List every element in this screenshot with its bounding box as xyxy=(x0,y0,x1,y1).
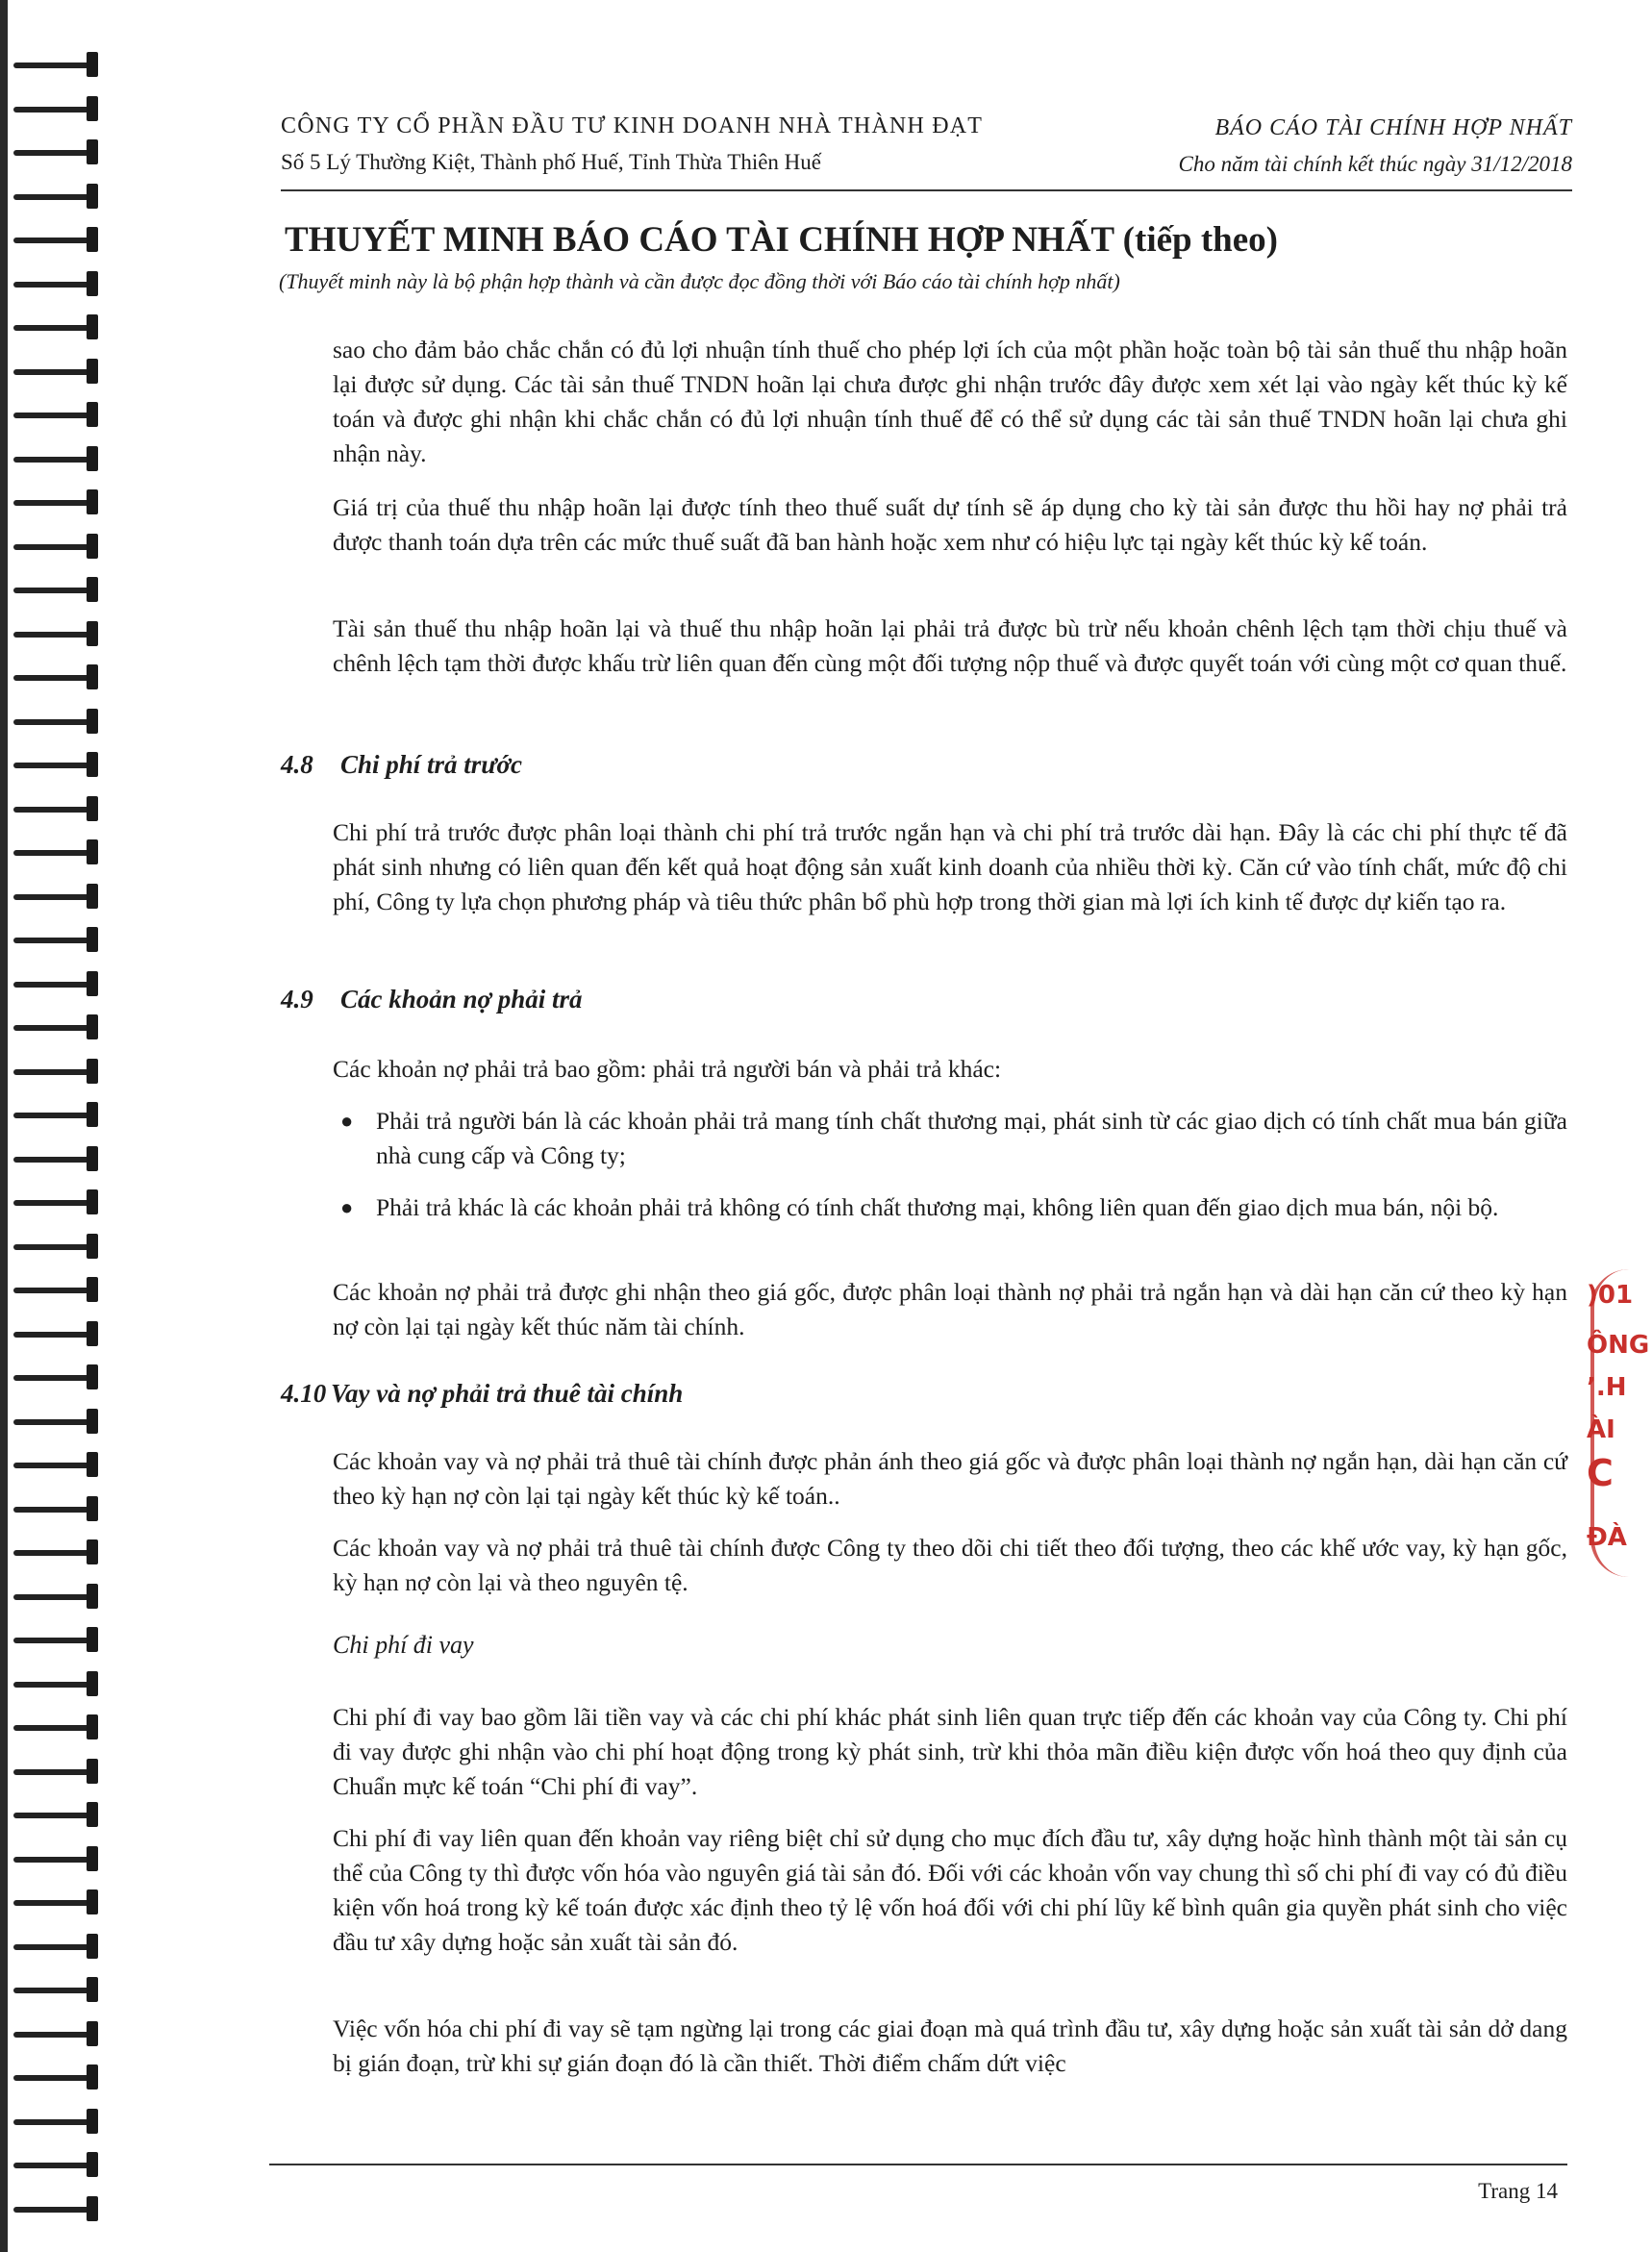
binding-ring xyxy=(13,1195,102,1211)
binding-ring xyxy=(13,233,102,248)
section-title: Các khoản nợ phải trả xyxy=(340,985,583,1013)
ring-bar xyxy=(13,1507,90,1513)
ring-hook xyxy=(87,884,98,909)
binding-ring xyxy=(13,364,102,380)
binding-ring xyxy=(13,1983,102,1998)
ring-bar xyxy=(13,1200,90,1206)
ring-hook xyxy=(87,1146,98,1171)
ring-hook xyxy=(87,1189,98,1214)
binding-ring xyxy=(13,977,102,992)
ring-hook xyxy=(87,1452,98,1477)
paragraph: Các khoản nợ phải trả được ghi nhận theo giá gốc, được phân loại thành nợ phải trả ngắn hạn và dài hạn căn cứ theo kỳ hạn nợ còn lại tại ngày kết thúc năm tài chính. xyxy=(333,1278,1567,1340)
ring-bar xyxy=(13,588,90,593)
section-4-10-paragraph-2 xyxy=(333,1531,1567,1600)
ring-bar xyxy=(13,1375,90,1381)
ring-bar xyxy=(13,544,90,550)
ring-hook xyxy=(87,227,98,252)
spiral-binding xyxy=(0,0,106,2252)
ring-bar xyxy=(13,2207,90,2213)
ring-hook xyxy=(87,577,98,602)
paragraph: Tài sản thuế thu nhập hoãn lại và thuế thu nhập hoãn lại phải trả được bù trừ nếu khoản chênh lệch tạm thời chịu thuế và chênh lệch tạm thời được khấu trừ liên quan đến cùng một đối tượng nộp thuế và được quyết toán với cùng một cơ quan thuế. xyxy=(333,614,1567,677)
binding-ring xyxy=(13,1064,102,1080)
binding-ring xyxy=(13,452,102,467)
paragraph: Chi phí trả trước được phân loại thành chi phí trả trước ngắn hạn và chi phí trả trước dài hạn. Đây là các chi phí thực tế đã phát sinh nhưng có liên quan đến kết quả hoạt động sản xuất kinh doanh của nhiều thời kỳ. Căn cứ vào tính chất, mức độ chi phí, Công ty lựa chọn phương pháp và tiêu thức phân bổ phù hợp trong thời gian mà lợi ích kinh tế được dự kiến tạo ra. xyxy=(333,818,1567,915)
ring-bar xyxy=(13,982,90,988)
list-item xyxy=(333,1104,1567,1173)
ring-bar xyxy=(13,413,90,418)
section-number: 4.9 xyxy=(281,985,313,1013)
binding-ring xyxy=(13,277,102,292)
ring-hook xyxy=(87,1977,98,2002)
bullet-text: Phải trả người bán là các khoản phải trả mang tính chất thương mại, phát sinh từ các giao dịch có tính chất mua bán giữa nhà cung cấp và Công ty; xyxy=(376,1107,1567,1169)
section-heading-4-9 xyxy=(281,985,583,1014)
ring-hook xyxy=(87,1671,98,1696)
ring-bar xyxy=(13,850,90,856)
ring-bar xyxy=(13,763,90,768)
paragraph: Các khoản nợ phải trả bao gồm: phải trả người bán và phải trả khác: xyxy=(333,1055,1002,1083)
binding-ring xyxy=(13,145,102,161)
ring-bar xyxy=(13,500,90,506)
bullet-list xyxy=(333,1104,1567,1225)
section-4-10-paragraph-1 xyxy=(333,1444,1567,1514)
ring-bar xyxy=(13,457,90,463)
page-number: Trang 14 xyxy=(1478,2179,1558,2203)
ring-hook xyxy=(87,1934,98,1959)
ring-hook xyxy=(87,359,98,384)
ring-hook xyxy=(87,2021,98,2046)
ring-hook xyxy=(87,796,98,821)
ring-bar xyxy=(13,1769,90,1775)
ring-hook xyxy=(87,1584,98,1609)
binding-ring xyxy=(13,845,102,861)
ring-bar xyxy=(13,1288,90,1293)
stamp-text: ’.H xyxy=(1587,1373,1627,1402)
ring-bar xyxy=(13,938,90,943)
binding-ring xyxy=(13,670,102,686)
binding-ring xyxy=(13,1808,102,1823)
binding-ring xyxy=(13,2027,102,2042)
binding-ring xyxy=(13,802,102,817)
ring-hook xyxy=(87,1364,98,1389)
intro-paragraph-3 xyxy=(333,612,1567,681)
stamp-text: )01 xyxy=(1587,1281,1634,1310)
binding-ring xyxy=(13,2158,102,2173)
section-4-10-paragraph-3 xyxy=(333,1700,1567,1804)
ring-hook xyxy=(87,52,98,77)
section-4-8-paragraph xyxy=(333,815,1567,919)
ring-hook xyxy=(87,314,98,339)
ring-hook xyxy=(87,1059,98,1084)
ring-hook xyxy=(87,489,98,514)
section-4-9-paragraph xyxy=(333,1275,1567,1344)
section-title: Chi phí trả trước xyxy=(340,750,522,779)
ring-bar xyxy=(13,1682,90,1688)
binding-ring xyxy=(13,1239,102,1255)
subheading-borrowing-costs: Chi phí đi vay xyxy=(333,1631,474,1659)
ring-bar xyxy=(13,1550,90,1556)
ring-hook xyxy=(87,1802,98,1827)
ring-hook xyxy=(87,1759,98,1784)
intro-paragraph-1 xyxy=(333,333,1567,471)
binding-ring xyxy=(13,1283,102,1298)
ring-bar xyxy=(13,1463,90,1468)
company-address: Số 5 Lý Thường Kiệt, Thành phố Huế, Tỉnh Thừa Thiên Huế xyxy=(281,150,821,174)
page-header xyxy=(281,106,1572,187)
paragraph: Giá trị của thuế thu nhập hoãn lại được tính theo thuế suất dự tính sẽ áp dụng cho kỳ tài sản được thu hồi hay nợ phải trả được thanh toán dựa trên các mức thuế suất đã ban hành hoặc xem như có hiệu lực tại ngày kết thúc kỳ kế toán. xyxy=(333,493,1567,556)
binding-ring xyxy=(13,1633,102,1648)
paragraph: sao cho đảm bảo chắc chắn có đủ lợi nhuận tính thuế cho phép lợi ích của một phần hoặc toàn bộ tài sản thuế thu nhập hoãn lại được sử dụng. Các tài sản thuế TNDN hoãn lại chưa được ghi nhận trước đây được xem xét lại vào ngày kết thúc kỳ kế toán và được ghi nhận khi chắc chắn có đủ lợi nhuận tính thuế để có thể sử dụng các tài sản thuế TNDN hoãn lại chưa ghi nhận này. xyxy=(333,336,1567,467)
binding-ring xyxy=(13,495,102,511)
ring-hook xyxy=(87,534,98,559)
paragraph: Các khoản vay và nợ phải trả thuê tài chính được Công ty theo dõi chi tiết theo đối tượng, theo các khế ước vay, kỳ hạn gốc, kỳ hạn nợ còn lại và theo nguyên tệ. xyxy=(333,1534,1567,1596)
ring-hook xyxy=(87,2109,98,2134)
ring-bar xyxy=(13,325,90,331)
binding-ring xyxy=(13,1545,102,1561)
ring-bar xyxy=(13,1113,90,1118)
bullet-icon: ● xyxy=(340,1195,354,1219)
binding-ring xyxy=(13,2070,102,2086)
ring-bar xyxy=(13,238,90,243)
footer-divider xyxy=(269,2164,1567,2165)
binding-ring xyxy=(13,102,102,117)
ring-bar xyxy=(13,1419,90,1425)
ring-bar xyxy=(13,2032,90,2038)
ring-hook xyxy=(87,1714,98,1739)
ring-bar xyxy=(13,1900,90,1906)
ring-hook xyxy=(87,621,98,646)
ring-bar xyxy=(13,2119,90,2125)
paragraph: Các khoản vay và nợ phải trả thuê tài chính được phản ánh theo giá gốc và được phân loại thành nợ ngắn hạn, dài hạn căn cứ theo kỳ hạn nợ còn lại tại ngày kết thúc kỳ kế toán.. xyxy=(333,1447,1567,1510)
paragraph: Việc vốn hóa chi phí đi vay sẽ tạm ngừng lại trong các giai đoạn mà quá trình đầu tư, xây dựng hoặc sản xuất tài sản dở dang bị gián đoạn, trừ khi sự gián đoạn đó là cần thiết. Thời điểm chấm dứt việc xyxy=(333,2014,1567,2077)
ring-hook xyxy=(87,1846,98,1871)
ring-bar xyxy=(13,719,90,725)
ring-hook xyxy=(87,2152,98,2177)
binding-ring xyxy=(13,1020,102,1036)
binding-ring xyxy=(13,539,102,555)
company-seal-stamp xyxy=(1587,1269,1650,1577)
ring-bar xyxy=(13,1944,90,1950)
stamp-text: ÀI xyxy=(1587,1415,1615,1444)
binding-ring xyxy=(13,627,102,642)
binding-ring xyxy=(13,933,102,948)
ring-bar xyxy=(13,1725,90,1731)
ring-bar xyxy=(13,2163,90,2168)
ring-bar xyxy=(13,194,90,200)
section-heading-4-8 xyxy=(281,750,522,780)
ring-hook xyxy=(87,96,98,121)
binding-ring xyxy=(13,1458,102,1473)
bullet-text: Phải trả khác là các khoản phải trả không có tính chất thương mại, không liên quan đến giao dịch mua bán, nội bộ. xyxy=(376,1193,1499,1221)
bullet-icon: ● xyxy=(340,1109,354,1133)
ring-bar xyxy=(13,63,90,68)
ring-hook xyxy=(87,1627,98,1652)
ring-bar xyxy=(13,107,90,113)
binding-ring xyxy=(13,1764,102,1780)
page-title: THUYẾT MINH BÁO CÁO TÀI CHÍNH HỢP NHẤT (tiếp theo) xyxy=(285,220,1279,260)
stamp-text: ĐÀ xyxy=(1587,1523,1627,1552)
ring-bar xyxy=(13,1857,90,1863)
binding-ring xyxy=(13,1414,102,1430)
ring-bar xyxy=(13,1025,90,1031)
binding-ring xyxy=(13,1502,102,1517)
binding-ring xyxy=(13,1852,102,1867)
page-subtitle: (Thuyết minh này là bộ phận hợp thành và cần được đọc đồng thời với Báo cáo tài chính hợp nhất) xyxy=(279,269,1120,293)
ring-bar xyxy=(13,632,90,638)
ring-hook xyxy=(87,1102,98,1127)
list-item xyxy=(333,1190,1567,1225)
ring-bar xyxy=(13,282,90,288)
binding-ring xyxy=(13,1677,102,1692)
ring-hook xyxy=(87,2196,98,2221)
binding-ring xyxy=(13,2202,102,2217)
ring-hook xyxy=(87,1234,98,1259)
ring-hook xyxy=(87,1014,98,1039)
binding-ring xyxy=(13,1895,102,1911)
ring-bar xyxy=(13,894,90,900)
binding-edge xyxy=(0,0,8,2252)
ring-hook xyxy=(87,1277,98,1302)
binding-ring xyxy=(13,320,102,336)
ring-bar xyxy=(13,2075,90,2081)
section-4-10-paragraph-4 xyxy=(333,1821,1567,1960)
ring-bar xyxy=(13,1332,90,1338)
binding-ring xyxy=(13,1152,102,1167)
binding-ring xyxy=(13,1720,102,1736)
binding-ring xyxy=(13,189,102,205)
ring-hook xyxy=(87,1409,98,1434)
section-title: Vay và nợ phải trả thuê tài chính xyxy=(331,1379,684,1408)
section-heading-4-10 xyxy=(281,1379,683,1409)
ring-hook xyxy=(87,664,98,689)
binding-ring xyxy=(13,58,102,73)
binding-ring xyxy=(13,889,102,905)
binding-ring xyxy=(13,714,102,730)
stamp-text: C xyxy=(1587,1452,1614,1494)
binding-ring xyxy=(13,2114,102,2130)
ring-hook xyxy=(87,139,98,164)
ring-hook xyxy=(87,184,98,209)
ring-hook xyxy=(87,402,98,427)
ring-hook xyxy=(87,839,98,864)
ring-bar xyxy=(13,1069,90,1075)
section-4-10-paragraph-5 xyxy=(333,2012,1567,2081)
header-divider xyxy=(281,189,1572,191)
ring-hook xyxy=(87,1539,98,1564)
binding-ring xyxy=(13,1108,102,1123)
ring-hook xyxy=(87,271,98,296)
binding-ring xyxy=(13,1327,102,1342)
stamp-text: ÔNG xyxy=(1587,1331,1650,1360)
ring-hook xyxy=(87,1496,98,1521)
company-name: CÔNG TY CỔ PHẦN ĐẦU TƯ KINH DOANH NHÀ THÀNH ĐẠT xyxy=(281,113,984,138)
ring-hook xyxy=(87,1321,98,1346)
binding-ring xyxy=(13,583,102,598)
section-4-9-intro xyxy=(333,1052,1567,1087)
ring-hook xyxy=(87,2064,98,2089)
report-period: Cho năm tài chính kết thúc ngày 31/12/2018 xyxy=(1178,152,1572,176)
ring-hook xyxy=(87,752,98,777)
ring-hook xyxy=(87,927,98,952)
ring-bar xyxy=(13,1244,90,1250)
ring-bar xyxy=(13,1157,90,1163)
binding-ring xyxy=(13,1939,102,1955)
binding-ring xyxy=(13,408,102,423)
ring-hook xyxy=(87,709,98,734)
binding-ring xyxy=(13,758,102,773)
ring-bar xyxy=(13,807,90,813)
ring-hook xyxy=(87,1889,98,1914)
ring-bar xyxy=(13,150,90,156)
paragraph: Chi phí đi vay liên quan đến khoản vay riêng biệt chỉ sử dụng cho mục đích đầu tư, xây dựng hoặc hình thành một tài sản cụ thể của Công ty thì được vốn hóa vào nguyên giá tài sản đó. Đối với các khoản vốn vay chung thì số chi phí đi vay có đủ điều kiện vốn hoá trong kỳ kế toán được xác định theo tỷ lệ vốn hoá đối với chi phí lũy kế bình quân gia quyền phát sinh cho việc đầu tư xây dựng hoặc sản xuất tài sản đó. xyxy=(333,1824,1567,1956)
ring-bar xyxy=(13,675,90,681)
ring-hook xyxy=(87,446,98,471)
ring-bar xyxy=(13,1638,90,1643)
intro-paragraph-2 xyxy=(333,490,1567,560)
ring-hook xyxy=(87,971,98,996)
section-number: 4.10 xyxy=(281,1379,327,1408)
binding-ring xyxy=(13,1589,102,1605)
ring-bar xyxy=(13,1594,90,1600)
ring-bar xyxy=(13,369,90,375)
paragraph: Chi phí đi vay bao gồm lãi tiền vay và các chi phí khác phát sinh liên quan trực tiếp đến các khoản vay của Công ty. Chi phí đi vay được ghi nhận vào chi phí hoạt động trong kỳ phát sinh, trừ khi thỏa mãn điều kiện được vốn hoá theo quy định của Chuẩn mực kế toán “Chi phí đi vay”. xyxy=(333,1703,1567,1800)
report-type: BÁO CÁO TÀI CHÍNH HỢP NHẤT xyxy=(1214,115,1572,140)
section-number: 4.8 xyxy=(281,750,313,779)
ring-bar xyxy=(13,1988,90,1993)
ring-bar xyxy=(13,1813,90,1818)
binding-ring xyxy=(13,1370,102,1386)
